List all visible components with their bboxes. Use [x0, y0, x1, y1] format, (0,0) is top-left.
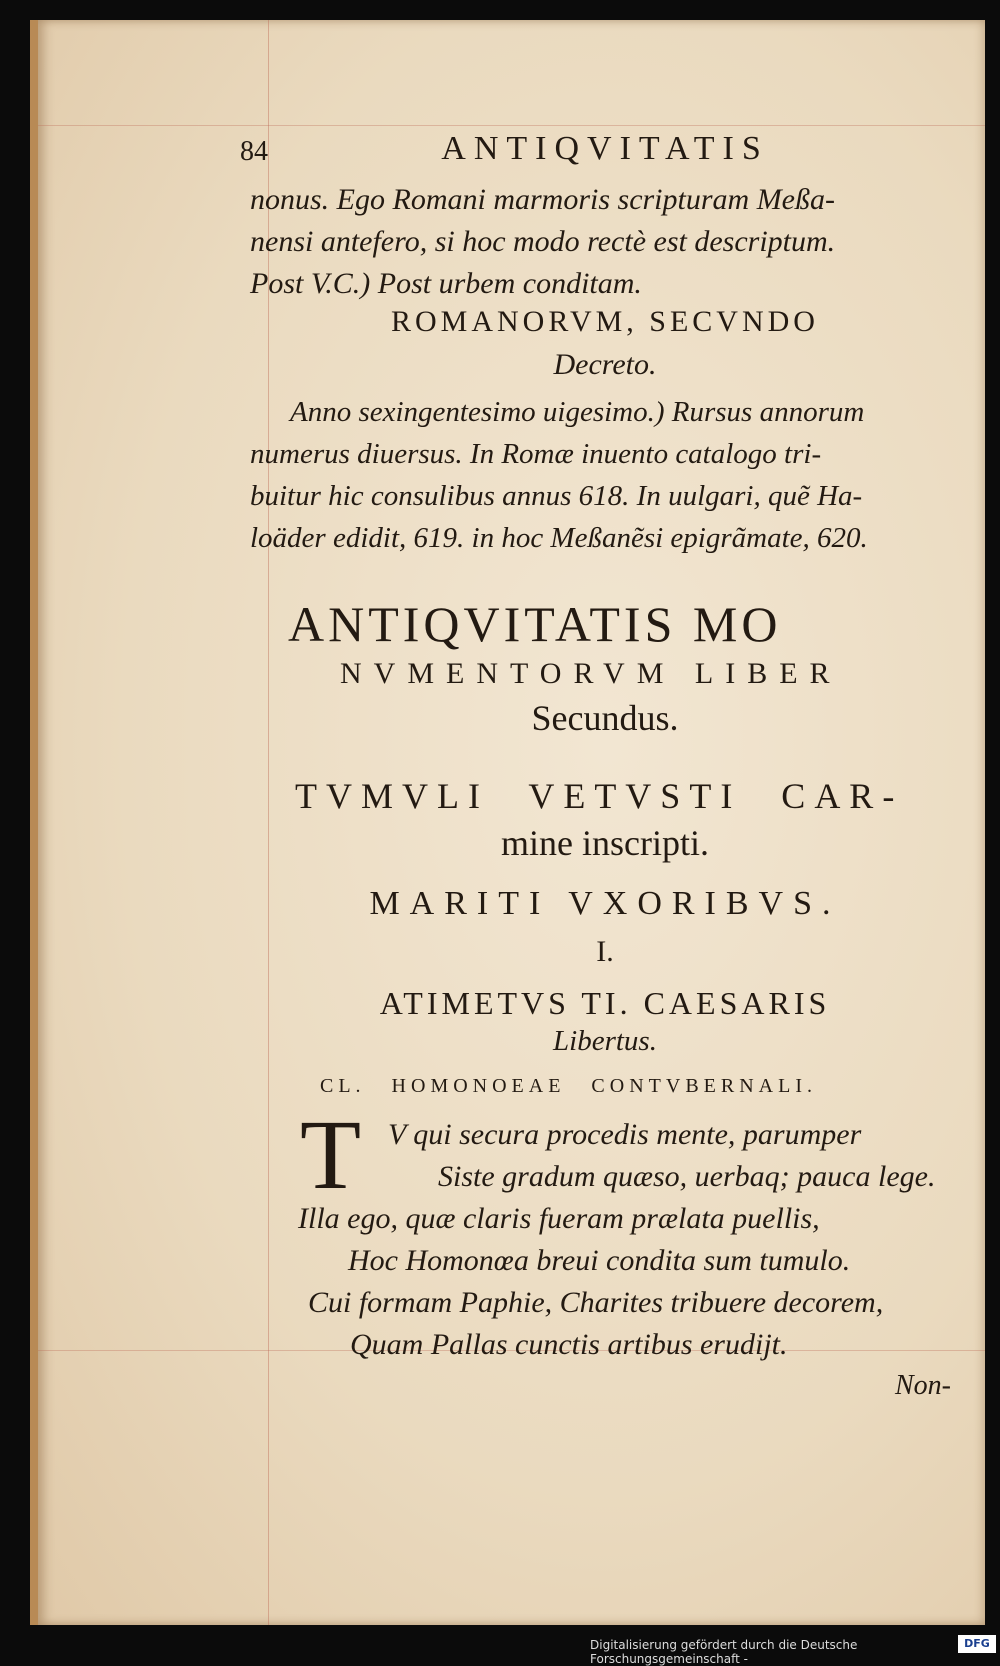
poem-line: Hoc Homonœa breui condita sum tumulo.: [348, 1244, 851, 1277]
running-head: [240, 130, 970, 178]
text-line: loäder edidit, 619. in hoc Meßanẽsi epigrãmate, 620.: [250, 522, 868, 554]
poem-line: Quam Pallas cunctis artibus erudijt.: [350, 1328, 788, 1361]
atimetus-libertus: Libertus.: [553, 1025, 657, 1057]
text-line: numerus diuersus. In Romæ inuento catalogo tri-: [250, 438, 822, 470]
top-rule: [38, 125, 985, 126]
page-number: 84: [240, 136, 268, 167]
section-heading-line1: TVMVLI VETVSTI CAR-: [295, 776, 904, 816]
text-line: Anno sexingentesimo uigesimo.) Rursus annorum: [290, 396, 865, 428]
text-line: nensi antefero, si hoc modo rectè est descriptum.: [250, 225, 836, 258]
text-line: Post V.C.) Post urbem conditam.: [250, 267, 642, 300]
atimetus-heading: ATIMETVS TI. CAESARIS: [379, 985, 831, 1021]
text-line: nonus. Ego Romani marmoris scripturam Meßa-: [250, 183, 835, 216]
book-title-line2: NVMENTORVM LIBER: [340, 657, 842, 690]
dfg-logo: DFG: [958, 1635, 996, 1653]
poem-line: Illa ego, quæ claris fueram prælata puellis,: [298, 1202, 820, 1235]
poem-line: Siste gradum quæso, uerbaq; pauca lege.: [438, 1160, 936, 1193]
heading-romanorum: ROMANORVM, SECVNDO: [391, 305, 819, 338]
footer-text: Digitalisierung gefördert durch die Deutsche Forschungsgemeinschaft -: [590, 1638, 858, 1666]
book-title-line3: Secundus.: [531, 698, 679, 738]
heading-decreto: Decreto.: [553, 348, 657, 381]
running-title: ANTIQVITATIS: [441, 130, 769, 167]
section-heading-line2: mine inscripti.: [501, 823, 709, 863]
subsection-heading: MARITI VXORIBVS.: [369, 885, 841, 922]
numeral: I.: [596, 935, 614, 968]
book-title-line1: ANTIQVITATIS MO: [288, 596, 782, 652]
poem-line: Cui formam Paphie, Charites tribuere decorem,: [308, 1286, 884, 1319]
dedication: CL. HOMONOEAE CONTVBERNALI.: [320, 1075, 817, 1097]
catchword: Non-: [895, 1370, 951, 1401]
drop-capital: T: [300, 1099, 362, 1210]
poem-line: V qui secura procedis mente, parumper: [388, 1118, 862, 1151]
text-line: buitur hic consulibus annus 618. In uulgari, quẽ Ha-: [250, 480, 863, 512]
